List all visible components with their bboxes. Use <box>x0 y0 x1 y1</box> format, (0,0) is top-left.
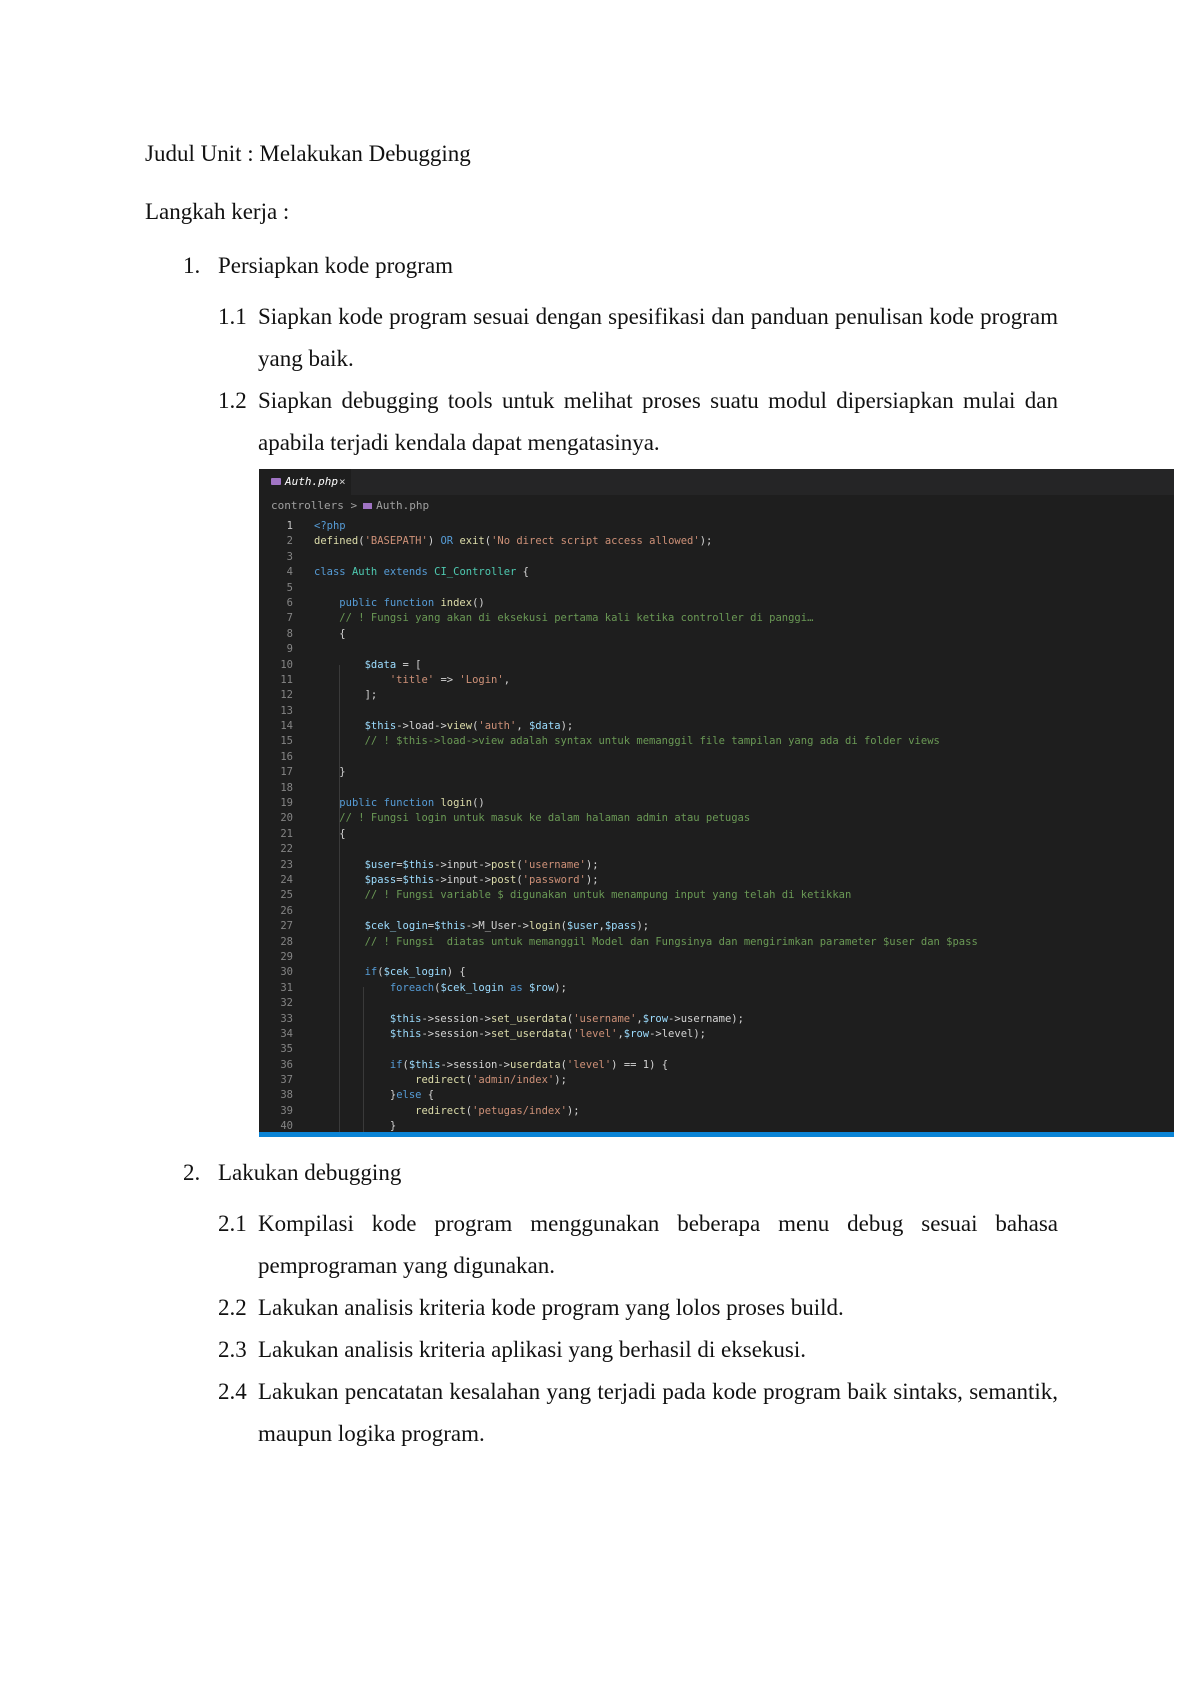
line-number: 38 <box>280 1089 293 1102</box>
line-number: 32 <box>280 997 293 1010</box>
substep-2-4 <box>218 1371 1058 1455</box>
line-number: 9 <box>286 643 293 656</box>
unit-title: Judul Unit : Melakukan Debugging <box>145 141 471 166</box>
substep-number: 2.4 <box>218 1379 247 1404</box>
code-line <box>259 627 1174 642</box>
substep-2-1 <box>218 1203 1058 1287</box>
code-editor-screenshot <box>259 469 1174 1137</box>
line-number: 25 <box>280 889 293 902</box>
code-line <box>259 550 1174 565</box>
code-text: }else { <box>314 1089 435 1102</box>
line-number: 11 <box>280 673 293 686</box>
code-line <box>259 1042 1174 1057</box>
substep-1-2 <box>218 380 1058 464</box>
code-line <box>259 734 1174 749</box>
code-line <box>259 1119 1174 1134</box>
code-line <box>259 565 1174 580</box>
code-text: } <box>314 1120 397 1133</box>
code-line <box>259 981 1174 996</box>
code-text: foreach($cek_login as $row); <box>389 981 567 994</box>
php-file-icon <box>271 478 281 485</box>
line-number: 15 <box>280 735 293 748</box>
tab-label: Auth.php <box>285 475 338 488</box>
code-line <box>259 1088 1174 1103</box>
code-line <box>259 1073 1174 1088</box>
code-line <box>259 658 1174 673</box>
code-text: { <box>314 627 346 640</box>
editor-tab <box>259 469 351 495</box>
code-line <box>259 781 1174 796</box>
code-line <box>259 965 1174 980</box>
code-line <box>259 1104 1174 1119</box>
code-line <box>259 611 1174 626</box>
line-number: 14 <box>280 720 293 733</box>
code-line <box>259 688 1174 703</box>
line-number: 40 <box>280 1120 293 1133</box>
code-line <box>259 919 1174 934</box>
line-number: 24 <box>280 873 293 886</box>
code-line <box>259 719 1174 734</box>
line-number: 7 <box>286 612 293 625</box>
line-number: 13 <box>280 704 293 717</box>
line-number: 8 <box>286 627 293 640</box>
code-text: $cek_login=$this->M_User->login($user,$pass); <box>364 920 650 933</box>
line-number: 19 <box>280 797 293 810</box>
line-number: 28 <box>280 935 293 948</box>
code-line <box>259 950 1174 965</box>
code-text: if($this->session->userdata('level') == 1) { <box>389 1058 669 1071</box>
line-number: 17 <box>280 766 293 779</box>
line-number: 35 <box>280 1043 293 1056</box>
line-number: 39 <box>280 1104 293 1117</box>
step-title: Lakukan debugging <box>218 1160 402 1185</box>
line-number: 10 <box>280 658 293 671</box>
substep-text: Kompilasi kode program menggunakan beberapa menu debug sesuai bahasa pemprograman yang digunakan. <box>258 1211 1058 1278</box>
line-number: 37 <box>280 1074 293 1087</box>
breadcrumb <box>259 495 1174 517</box>
code-line <box>259 796 1174 811</box>
code-text: defined('BASEPATH') OR exit('No direct script access allowed'); <box>314 535 713 548</box>
editor-tab-bar <box>259 469 1174 495</box>
step-number: 2. <box>183 1160 201 1185</box>
substep-number: 1.1 <box>218 304 247 329</box>
code-text: ]; <box>314 689 378 702</box>
line-number: 18 <box>280 781 293 794</box>
step-number: 1. <box>183 253 201 278</box>
php-file-icon <box>363 503 372 509</box>
substep-text: Lakukan analisis kriteria kode program yang lolos proses build. <box>258 1295 844 1320</box>
code-text: $this->load->view('auth', $data); <box>364 720 574 733</box>
code-text: public function login() <box>339 797 485 810</box>
code-line <box>259 1027 1174 1042</box>
code-line <box>259 596 1174 611</box>
code-lines <box>259 517 1174 1135</box>
line-number: 5 <box>286 581 293 594</box>
line-number: 30 <box>280 966 293 979</box>
code-text: <?php <box>314 520 346 532</box>
line-number: 16 <box>280 750 293 763</box>
code-line <box>259 996 1174 1011</box>
code-text: 'title' => 'Login', <box>389 673 511 686</box>
line-number: 31 <box>280 981 293 994</box>
code-line <box>259 904 1174 919</box>
line-number: 27 <box>280 920 293 933</box>
line-number: 20 <box>280 812 293 825</box>
code-text: $user=$this->input->post('username'); <box>364 858 599 871</box>
code-text: // ! Fungsi yang akan di eksekusi pertama kali ketika controller di panggi… <box>314 612 814 625</box>
code-line <box>259 1058 1174 1073</box>
code-line <box>259 827 1174 842</box>
substep-number: 2.3 <box>218 1337 247 1362</box>
substep-number: 2.1 <box>218 1211 247 1236</box>
substep-text: Siapkan debugging tools untuk melihat proses suatu modul dipersiapkan mulai dan apabila terjadi kendala dapat mengatasinya. <box>258 388 1058 455</box>
line-number: 36 <box>280 1058 293 1071</box>
line-number: 12 <box>280 689 293 702</box>
code-line <box>259 873 1174 888</box>
step-title: Persiapkan kode program <box>218 253 454 278</box>
substep-number: 1.2 <box>218 388 247 413</box>
breadcrumb-file: Auth.php <box>376 499 430 512</box>
line-number: 23 <box>280 858 293 871</box>
line-number: 22 <box>280 843 293 856</box>
line-number: 34 <box>280 1027 293 1040</box>
breadcrumb-folder: controllers > <box>271 499 358 512</box>
code-text: redirect('petugas/index'); <box>415 1104 580 1117</box>
line-number: 21 <box>280 827 293 840</box>
line-number: 33 <box>280 1012 293 1025</box>
code-line <box>259 704 1174 719</box>
line-number: 2 <box>286 535 293 548</box>
code-text: // ! Fungsi login untuk masuk ke dalam halaman admin atau petugas <box>314 812 751 825</box>
code-line <box>259 642 1174 657</box>
code-text: class Auth extends CI_Controller { <box>314 566 529 579</box>
substep-2-3 <box>218 1329 1058 1371</box>
code-line <box>259 673 1174 688</box>
line-number: 29 <box>280 950 293 963</box>
code-text: redirect('admin/index'); <box>415 1074 567 1087</box>
code-text: public function index() <box>339 596 485 609</box>
code-line <box>259 842 1174 857</box>
code-text: { <box>314 827 346 840</box>
substep-text: Lakukan analisis kriteria aplikasi yang berhasil di eksekusi. <box>258 1337 807 1362</box>
code-text: $pass=$this->input->post('password'); <box>364 873 599 886</box>
code-line <box>259 534 1174 549</box>
code-text: $this->session->set_userdata('username',$row->username); <box>389 1012 744 1025</box>
line-number: 3 <box>286 550 293 563</box>
code-text: // ! Fungsi variable $ digunakan untuk menampung input yang telah di ketikkan <box>314 889 852 902</box>
code-text: // ! $this->load->view adalah syntax untuk memanggil file tampilan yang ada di folder views <box>314 735 940 748</box>
code-text: $this->session->set_userdata('level',$row->level); <box>389 1027 706 1040</box>
code-line <box>259 1012 1174 1027</box>
code-text: if($cek_login) { <box>364 966 466 979</box>
code-line <box>259 811 1174 826</box>
close-icon: × <box>339 475 346 488</box>
code-line <box>259 888 1174 903</box>
code-line <box>259 581 1174 596</box>
line-number: 6 <box>286 596 293 609</box>
code-text: $data = [ <box>364 658 422 671</box>
substep-text: Siapkan kode program sesuai dengan spesifikasi dan panduan penulisan kode program yang baik. <box>258 304 1058 371</box>
substep-text: Lakukan pencatatan kesalahan yang terjadi pada kode program baik sintaks, semantik, maupun logika program. <box>258 1379 1058 1446</box>
line-number: 4 <box>286 566 293 579</box>
steps-heading: Langkah kerja : <box>145 199 290 224</box>
line-number: 1 <box>286 520 293 532</box>
substep-number: 2.2 <box>218 1295 247 1320</box>
line-number: 26 <box>280 904 293 917</box>
code-line <box>259 858 1174 873</box>
code-line <box>259 765 1174 780</box>
code-line <box>259 750 1174 765</box>
code-text: // ! Fungsi diatas untuk memanggil Model dan Fungsinya dan mengirimkan parameter $user dan $pass <box>314 935 978 948</box>
code-line <box>259 935 1174 950</box>
code-text: } <box>314 766 346 779</box>
code-line <box>259 519 1174 534</box>
substep-2-2 <box>218 1287 1058 1329</box>
substep-1-1 <box>218 296 1058 380</box>
